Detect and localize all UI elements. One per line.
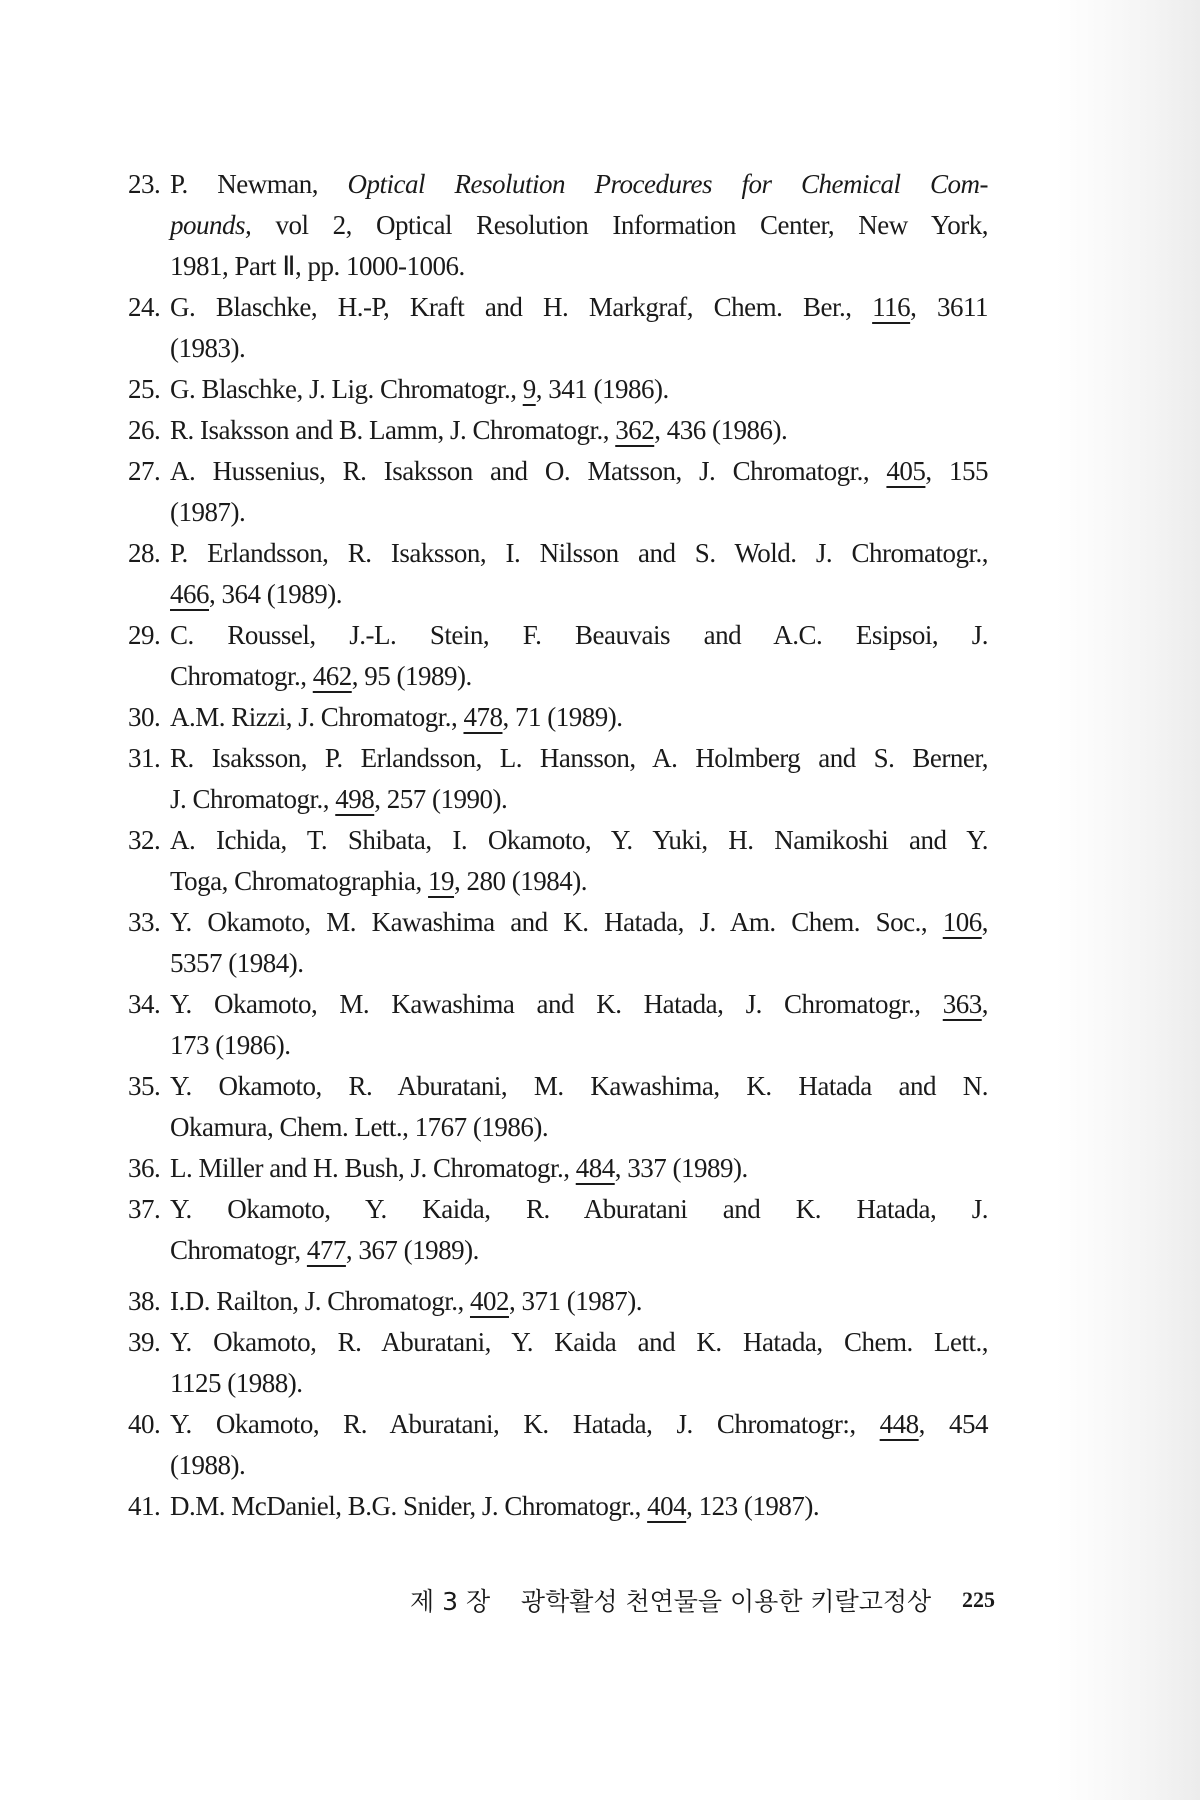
text-segment: , 155 [925,456,988,486]
text-segment: , 257 (1990). [374,784,508,814]
text-segment: , 280 (1984). [454,866,588,896]
text-segment: R. Isaksson, P. Erlandsson, L. Hansson, A. Holmberg and S. Berner, [170,743,988,773]
volume-number: 19 [428,866,455,896]
text-segment: A. Hussenius, R. Isaksson and O. Matsson, J. Chromatogr., [170,456,887,486]
text-segment: , 367 (1989). [345,1235,479,1265]
text-segment: , 364 (1989). [209,579,342,609]
reference-text [170,1066,988,1107]
reference-line [128,574,988,615]
reference-number: 37. [128,1194,161,1224]
reference-text [170,205,988,246]
reference-line [128,615,988,656]
volume-number: 405 [886,456,926,486]
reference-text [170,1189,988,1230]
italic-title: Optical Resolution Procedures for Chemical Com- [347,169,988,199]
reference-line [128,779,988,820]
text-segment: P. Erlandsson, R. Isaksson, I. Nilsson and S. Wold. J. Chromatogr., [170,538,988,568]
reference-text [170,1363,988,1404]
reference-number: 30. [128,702,161,732]
reference-line [128,205,988,246]
text-segment: Chromatogr., [170,661,313,691]
reference-text [170,492,988,533]
reference-line [128,1445,988,1486]
text-segment: , 371 (1987). [508,1286,642,1316]
text-segment: G. Blaschke, H.-P, Kraft and H. Markgraf, Chem. Ber., [170,292,873,322]
reference-item [128,697,988,738]
text-segment: A.M. Rizzi, J. Chromatogr., [170,702,464,732]
volume-number: 448 [879,1409,919,1439]
volume-number: 498 [335,784,375,814]
reference-line [128,1363,988,1404]
reference-item [128,1189,988,1271]
reference-text [170,451,988,492]
reference-line [128,164,988,205]
reference-number: 36. [128,1153,161,1183]
page-footer [410,1582,995,1618]
page-number: 225 [961,1587,995,1612]
reference-number: 35. [128,1071,161,1101]
text-segment: (1988). [170,1450,246,1480]
reference-item [128,287,988,369]
reference-number: 23. [128,169,161,199]
text-segment: , 454 [918,1409,988,1439]
spacer [128,1271,988,1281]
reference-text [170,410,988,451]
reference-line [128,1230,988,1271]
text-segment: D.M. McDaniel, B.G. Snider, J. Chromatogr., [170,1491,648,1521]
text-segment: , [981,989,988,1019]
reference-text [170,246,988,287]
text-segment: (1983). [170,333,246,363]
reference-line [128,451,988,492]
volume-number: 116 [872,292,911,322]
reference-line [128,738,988,779]
text-segment: J. Chromatogr., [170,784,336,814]
text-segment: , 337 (1989). [614,1153,748,1183]
reference-item [128,820,988,902]
reference-item [128,615,988,697]
reference-text [170,1486,988,1527]
reference-item [128,164,988,287]
reference-item [128,451,988,533]
reference-line [128,1281,988,1322]
reference-text [170,902,988,943]
reference-text [170,984,988,1025]
text-segment: L. Miller and H. Bush, J. Chromatogr., [170,1153,576,1183]
reference-line [128,369,988,410]
reference-line [128,533,988,574]
text-segment: , 3611 [910,292,989,322]
reference-text [170,369,988,410]
reference-line [128,1066,988,1107]
reference-text [170,779,988,820]
reference-item [128,1148,988,1189]
reference-line [128,492,988,533]
reference-item [128,1322,988,1404]
reference-line [128,943,988,984]
reference-text [170,943,988,984]
reference-text [170,861,988,902]
text-segment: 5357 (1984). [170,948,304,978]
reference-line [128,1189,988,1230]
reference-number: 31. [128,743,161,773]
text-segment: P. Newman, [170,169,348,199]
volume-number: 404 [647,1491,687,1521]
reference-number: 32. [128,825,161,855]
reference-line [128,656,988,697]
reference-item [128,369,988,410]
reference-number: 39. [128,1327,161,1357]
reference-number: 28. [128,538,161,568]
reference-number: 41. [128,1491,161,1521]
reference-line [128,1322,988,1363]
reference-number: 40. [128,1409,161,1439]
text-segment: , 123 (1987). [686,1491,820,1521]
volume-number: 402 [469,1286,509,1316]
reference-text [170,533,988,574]
reference-text [170,656,988,697]
volume-number: 462 [312,661,352,691]
reference-text [170,164,988,205]
reference-item [128,1281,988,1322]
italic-title: pounds, [170,210,252,240]
reference-item [128,1404,988,1486]
reference-text [170,1148,988,1189]
volume-number: 362 [615,415,655,445]
reference-line [128,1404,988,1445]
text-segment: C. Roussel, J.-L. Stein, F. Beauvais and A.C. Esipsoi, J. [170,620,988,650]
reference-text [170,574,988,615]
text-segment: R. Isaksson and B. Lamm, J. Chromatogr., [170,415,616,445]
reference-text [170,1107,988,1148]
text-segment: 1981, Part Ⅱ, pp. 1000-1006. [170,251,465,281]
text-segment: Y. Okamoto, M. Kawashima and K. Hatada, J. Chromatogr., [170,989,943,1019]
reference-line [128,410,988,451]
reference-line [128,1486,988,1527]
reference-item [128,533,988,615]
reference-text [170,738,988,779]
reference-text [170,1322,988,1363]
volume-number: 484 [575,1153,615,1183]
text-segment: Y. Okamoto, Y. Kaida, R. Aburatani and K. Hatada, J. [170,1194,988,1224]
reference-text [170,615,988,656]
volume-number: 477 [306,1235,346,1265]
text-segment: , 341 (1986). [535,374,669,404]
text-segment: vol 2, Optical Resolution Information Center, New York, [251,210,988,240]
reference-number: 33. [128,907,161,937]
text-segment: Toga, Chromatographia, [170,866,429,896]
text-segment: , 95 (1989). [351,661,472,691]
text-segment: Okamura, Chem. Lett., 1767 (1986). [170,1112,549,1142]
reference-number: 27. [128,456,161,486]
reference-line [128,1107,988,1148]
reference-text [170,328,988,369]
reference-text [170,1445,988,1486]
footer-chapter: 제 3 장 [410,1587,491,1616]
reference-line [128,246,988,287]
reference-list [128,164,988,1527]
reference-item [128,902,988,984]
volume-number: 9 [522,374,536,404]
reference-text [170,1025,988,1066]
volume-number: 106 [942,907,982,937]
text-segment: (1987). [170,497,246,527]
reference-item [128,738,988,820]
reference-text [170,1230,988,1271]
text-segment: A. Ichida, T. Shibata, I. Okamoto, Y. Yuki, H. Namikoshi and Y. [170,825,988,855]
reference-line [128,820,988,861]
text-segment: Y. Okamoto, M. Kawashima and K. Hatada, J. Am. Chem. Soc., [170,907,943,937]
text-segment: G. Blaschke, J. Lig. Chromatogr., [170,374,523,404]
text-segment: , 71 (1989). [502,702,623,732]
reference-line [128,697,988,738]
reference-number: 38. [128,1286,161,1316]
reference-line [128,287,988,328]
text-segment: 173 (1986). [170,1030,291,1060]
text-segment: , 436 (1986). [654,415,788,445]
reference-item [128,1066,988,1148]
reference-number: 26. [128,415,161,445]
text-segment: Y. Okamoto, R. Aburatani, K. Hatada, J. Chromatogr:, [170,1409,880,1439]
text-segment: Y. Okamoto, R. Aburatani, Y. Kaida and K. Hatada, Chem. Lett., [170,1327,988,1357]
reference-item [128,410,988,451]
volume-number: 466 [170,579,209,609]
reference-number: 34. [128,989,161,1019]
text-segment: 1125 (1988). [170,1368,303,1398]
reference-number: 24. [128,292,161,322]
reference-text [170,1281,988,1322]
volume-number: 363 [942,989,982,1019]
reference-line [128,984,988,1025]
reference-line [128,902,988,943]
text-segment: Chromatogr, [170,1235,307,1265]
reference-text [170,697,988,738]
reference-text [170,820,988,861]
footer-chapter-title: 광학활성 천연물을 이용한 키랄고정상 [520,1587,932,1616]
reference-item [128,1486,988,1527]
reference-line [128,1025,988,1066]
reference-line [128,1148,988,1189]
reference-number: 25. [128,374,161,404]
reference-number: 29. [128,620,161,650]
text-segment: , [981,907,988,937]
reference-line [128,861,988,902]
reference-text [170,287,988,328]
reference-text [170,1404,988,1445]
text-segment: I.D. Railton, J. Chromatogr., [170,1286,470,1316]
reference-item [128,984,988,1066]
volume-number: 478 [463,702,503,732]
reference-line [128,328,988,369]
text-segment: Y. Okamoto, R. Aburatani, M. Kawashima, K. Hatada and N. [170,1071,988,1101]
